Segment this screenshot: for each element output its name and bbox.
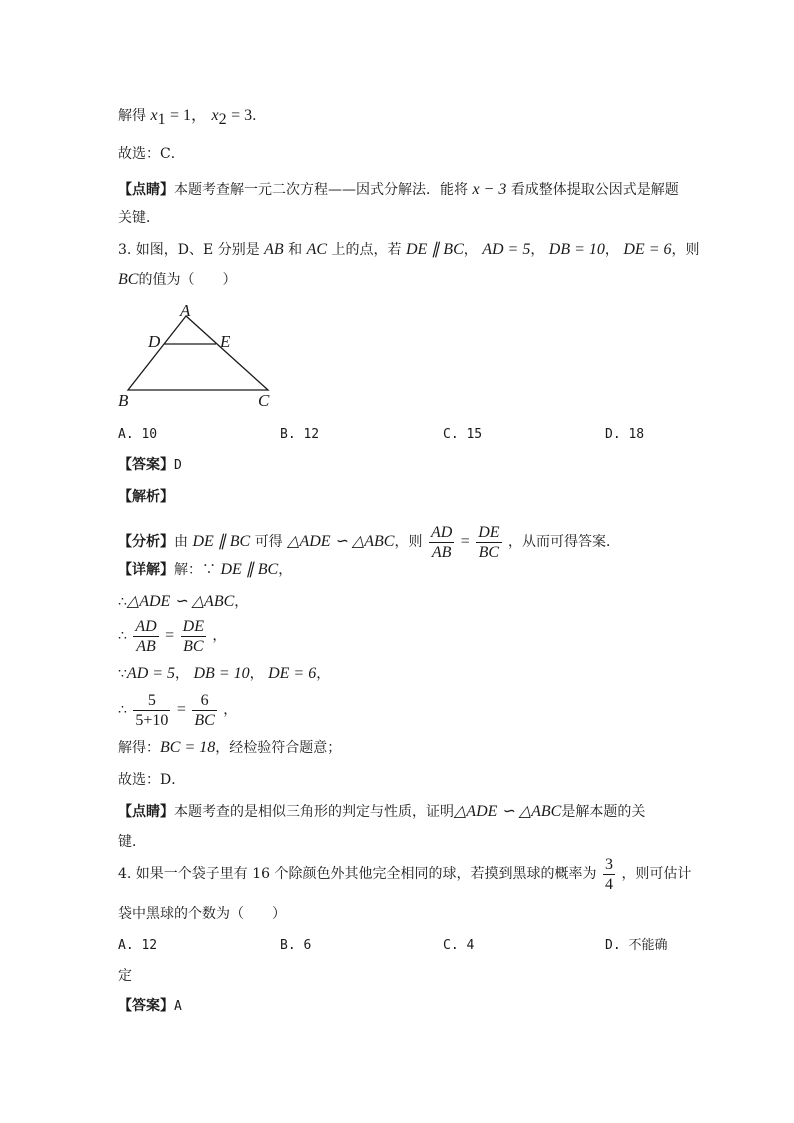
math-var: AB <box>264 241 284 258</box>
numerator: DE <box>478 523 500 541</box>
math-expr: △ADE ∽ △ABC <box>287 533 395 550</box>
option-a[interactable]: A. 10 <box>118 427 158 442</box>
fraction-3-4 <box>603 855 615 894</box>
numerator: AD <box>430 523 453 541</box>
text: ，则 <box>671 242 700 258</box>
math-expr: AD = 5 <box>126 665 176 682</box>
numerator: 5 <box>133 691 170 711</box>
text: ，则 <box>394 534 423 550</box>
option-d[interactable] <box>605 936 667 956</box>
step-6: 故选：D． <box>118 772 186 788</box>
text: ． <box>252 108 267 124</box>
denominator: BC <box>183 637 204 655</box>
tag-label: 【分析】 <box>118 534 174 550</box>
text: 由 <box>174 534 188 550</box>
text: 解得 <box>118 108 146 124</box>
text: 可得 <box>254 534 283 550</box>
step-3 <box>118 664 330 684</box>
math-expr: △ADE ∽ △ABC <box>126 593 235 610</box>
fraction-ad-ab <box>429 523 454 562</box>
choice-line: 故选：C． <box>118 146 185 162</box>
therefore-symbol: ∴ <box>118 702 127 718</box>
text: ， <box>316 666 331 682</box>
option-d[interactable]: D. 18 <box>605 427 645 442</box>
text: 解得： <box>118 740 160 756</box>
question-3-line-1 <box>118 240 699 260</box>
jiexi-label: 【解析】 <box>118 489 174 505</box>
tag-label: 【详解】 <box>118 562 174 578</box>
math-var: x <box>211 107 219 124</box>
text: ， <box>212 628 227 644</box>
option-b[interactable]: B. 6 <box>280 938 312 953</box>
text: ， <box>604 242 619 258</box>
triangle-abc <box>128 316 268 390</box>
equals: = <box>165 627 175 644</box>
text: 3. 如图，D、E 分别是 <box>118 242 260 258</box>
denominator: 4 <box>604 875 613 893</box>
question-4-line-1 <box>118 852 691 896</box>
equals: = <box>460 533 470 550</box>
dianjing-line-q3 <box>118 802 645 822</box>
text: 解：∵ <box>174 562 216 578</box>
math-expr: DB = 10 <box>193 665 250 682</box>
option-c[interactable]: C. 15 <box>443 427 483 442</box>
tag-label: 【点睛】 <box>118 182 174 198</box>
fraction-de-bc <box>476 523 501 562</box>
numerator: AD <box>135 617 157 635</box>
math-expr: x − 3 <box>472 181 507 198</box>
dianjing-line <box>118 180 679 200</box>
option-a[interactable]: A. 12 <box>118 938 158 953</box>
text: ， <box>249 666 264 682</box>
option-c[interactable]: C. 4 <box>443 938 475 953</box>
fraction-6-over-bc <box>192 691 216 730</box>
tag-label: 【答案】 <box>118 998 174 1014</box>
therefore-symbol: ∴ <box>118 594 127 610</box>
answer-3 <box>118 455 182 476</box>
math-expr: DE ∥ BC <box>220 561 279 578</box>
text: ，则可估计 <box>621 866 692 882</box>
label-c: C <box>258 391 270 410</box>
math-val: = 1， <box>170 107 208 124</box>
numerator: 6 <box>192 691 216 711</box>
fraction-ad-ab <box>133 617 158 656</box>
math-var: BC <box>118 271 139 288</box>
text: 本题考查解一元二次方程——因式分解法．能将 <box>174 182 468 198</box>
denominator: 5+10 <box>135 711 169 729</box>
text: ， <box>530 242 545 258</box>
fraction-de-bc <box>181 617 206 656</box>
text: ， <box>234 594 249 610</box>
step-5 <box>118 738 341 758</box>
text: ，经检验符合题意； <box>215 740 342 756</box>
option-b[interactable]: B. 12 <box>280 427 320 442</box>
dianjing-line-2: 关键． <box>118 210 160 226</box>
option-d-text[interactable]: D. 不能确 <box>605 938 668 953</box>
because-symbol: ∵ <box>118 666 127 682</box>
equals: = <box>176 701 186 718</box>
math-expr: DE = 6 <box>268 665 317 682</box>
text: 是解本题的关 <box>561 804 646 820</box>
text: 上的点，若 <box>331 242 402 258</box>
option-d-continued: 定 <box>118 968 132 984</box>
tag-label: 【点睛】 <box>118 804 174 820</box>
step-4 <box>118 688 237 732</box>
answer-4 <box>118 996 182 1017</box>
math-var: AC <box>306 241 328 258</box>
numerator: 3 <box>604 855 613 873</box>
denominator: AB <box>136 637 156 655</box>
text: ， <box>278 562 293 578</box>
text: 本题考查的是相似三角形的判定与性质，证明 <box>174 804 454 820</box>
denominator: BC <box>478 543 500 561</box>
text: 4. 如果一个袋子里有 16 个除颜色外其他完全相同的球，若摸到黑球的概率为 <box>118 866 597 882</box>
label-e: E <box>220 332 231 351</box>
numerator: DE <box>182 617 204 635</box>
answer-value: A <box>174 999 182 1014</box>
question-3-line-2 <box>118 270 236 290</box>
math-expr: AD = 5 <box>482 241 531 258</box>
text: ， <box>463 242 478 258</box>
math-expr: DE ∥ BC <box>405 241 464 258</box>
label-d: D <box>148 332 161 351</box>
tag-label: 【答案】 <box>118 457 174 473</box>
math-expr: DB = 10 <box>548 241 605 258</box>
text: ， <box>223 702 238 718</box>
text: 看成整体提取公因式是解题 <box>510 182 679 198</box>
math-var: x <box>150 107 158 124</box>
dianjing-line-q3-2: 键． <box>118 834 146 850</box>
xiangjie-line <box>118 560 292 580</box>
math-expr: DE = 6 <box>623 241 672 258</box>
label-b: B <box>118 391 129 410</box>
fraction-5-over-5plus10 <box>133 691 170 730</box>
math-expr: DE ∥ BC <box>192 533 251 550</box>
text: 和 <box>288 242 303 258</box>
step-1 <box>118 592 248 612</box>
math-val: = 3 <box>231 107 253 124</box>
denominator: BC <box>194 711 215 729</box>
question-4-line-2: 袋中黑球的个数为（ ） <box>118 906 286 922</box>
label-a: A <box>180 301 191 320</box>
math-expr: △ADE ∽ △ABC <box>454 803 562 820</box>
text: ， <box>175 666 190 682</box>
answer-value: D <box>174 458 182 473</box>
step-2 <box>118 614 226 658</box>
text: 的值为（ ） <box>138 272 237 288</box>
fenxi-line <box>118 520 620 564</box>
solution-line: 解得 $x_1 = 1$， $x_2 = 3$． <box>118 107 267 128</box>
triangle-figure <box>112 298 282 413</box>
math-expr: BC = 18 <box>160 739 216 756</box>
denominator: AB <box>431 543 452 561</box>
therefore-symbol: ∴ <box>118 628 127 644</box>
text: ，从而可得答案． <box>507 534 620 550</box>
